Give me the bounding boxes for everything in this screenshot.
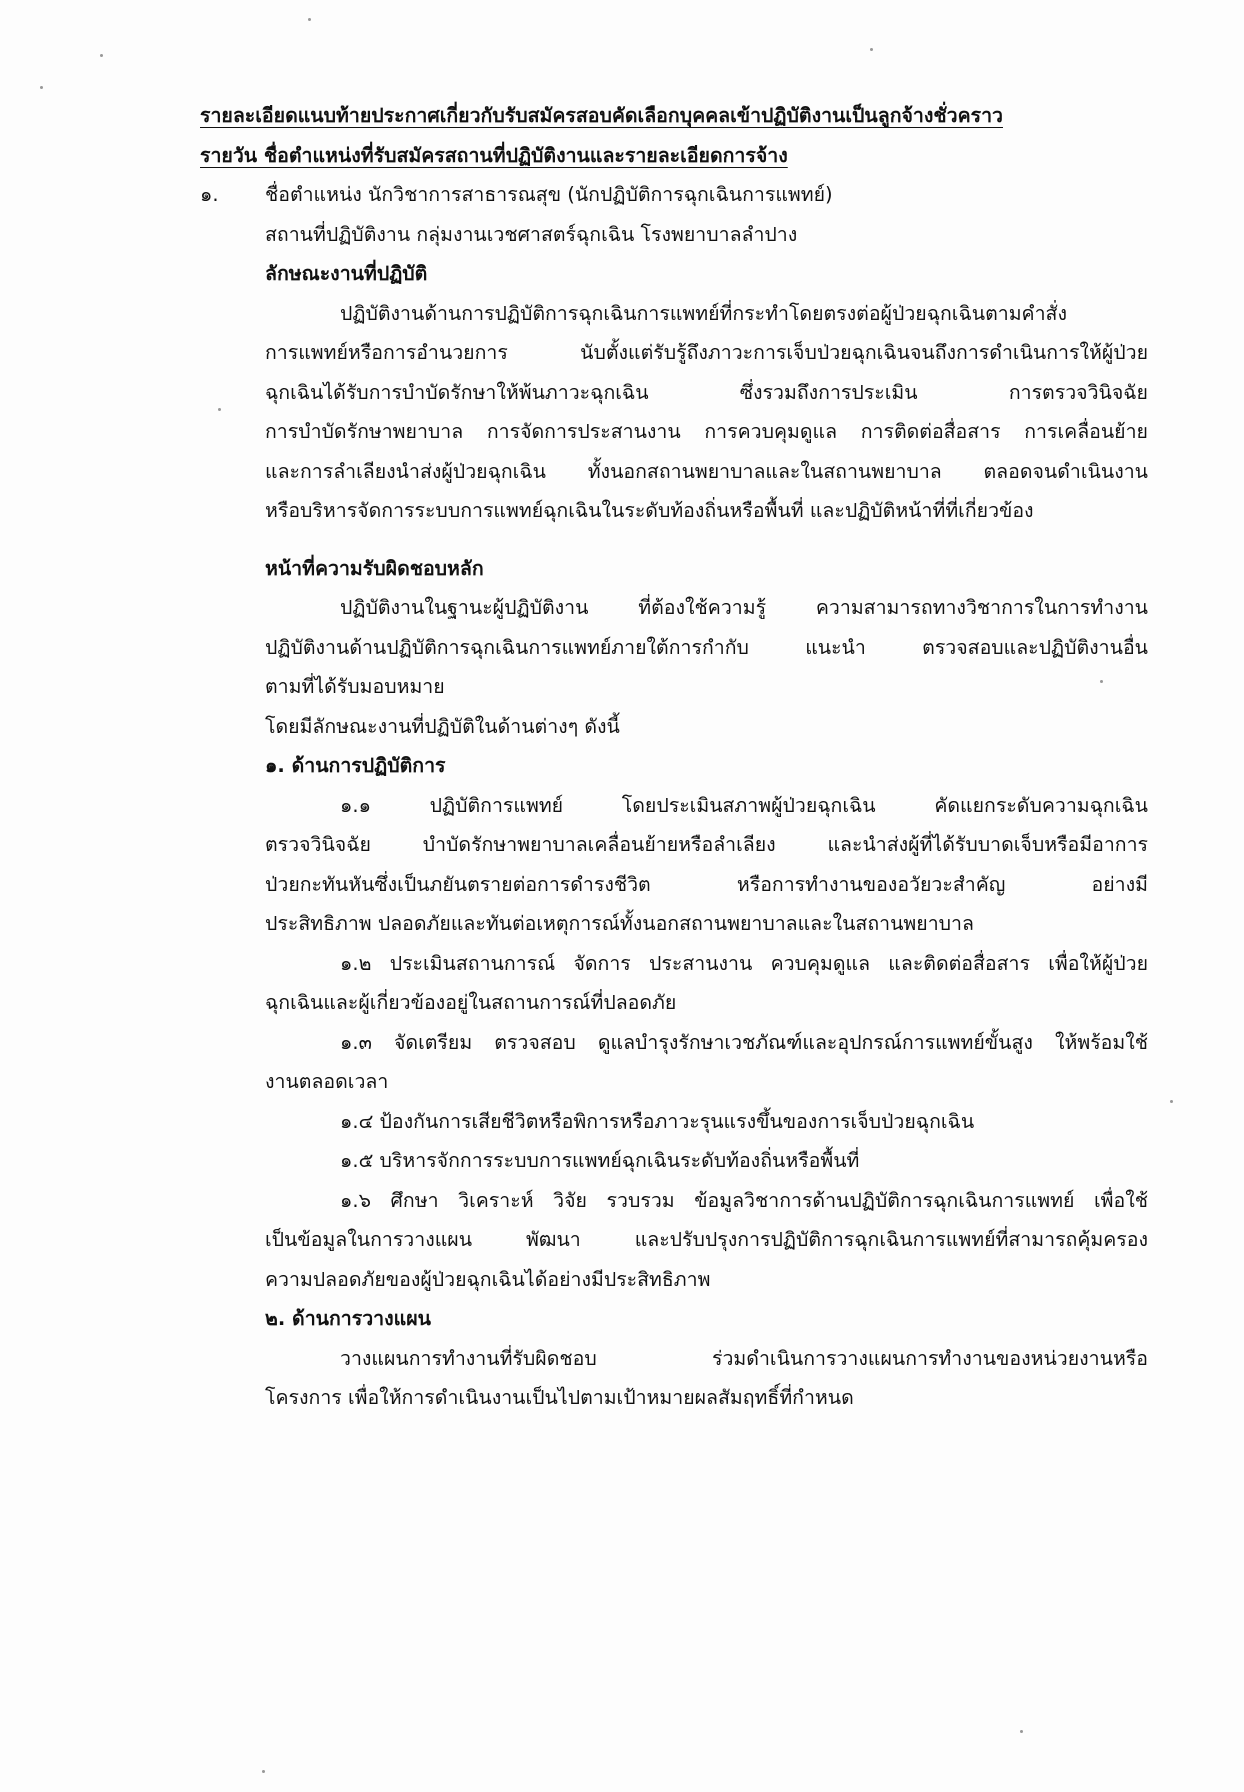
paragraph-line: ฉุกเฉินได้รับการบำบัดรักษาให้พ้นภาวะฉุกเฉิน ซึ่งรวมถึงการประเมิน การตรวจวินิจฉัย xyxy=(265,380,1148,404)
nature-heading: ลักษณะงานที่ปฏิบัติ xyxy=(265,262,428,285)
operations-item-1-1 xyxy=(265,786,1148,944)
position-item xyxy=(200,175,1148,215)
paragraph-line: โดยมีลักษณะงานที่ปฏิบัติในด้านต่างๆ ดังนี้ xyxy=(265,714,620,738)
paragraph-line: วางแผนการทำงานที่รับผิดชอบ ร่วมดำเนินการวางแผนการทำงานของหน่วยงานหรือ xyxy=(340,1346,1148,1370)
scan-speck xyxy=(308,18,311,21)
paragraph-line: การบำบัดรักษาพยาบาล การจัดการประสานงาน การควบคุมดูแล การติดต่อสื่อสาร การเคลื่อนย้าย xyxy=(265,420,1148,443)
duties-paragraph xyxy=(265,588,1148,746)
paragraph-line: ความปลอดภัยของผู้ป่วยฉุกเฉินได้อย่างมีประสิทธิภาพ xyxy=(265,1267,711,1291)
paragraph-line: ปฏิบัติงานด้านการปฏิบัติการฉุกเฉินการแพทย์ที่กระทำโดยตรงต่อผู้ป่วยฉุกเฉินตามคำสั่ง xyxy=(340,301,1067,325)
nature-paragraph xyxy=(265,294,1148,531)
document-title-line-1: รายละเอียดแนบท้ายประกาศเกี่ยวกับรับสมัครสอบคัดเลือกบุคคลเข้าปฏิบัติงานเป็นลูกจ้างชั่วคราว xyxy=(200,104,1003,127)
scan-speck xyxy=(262,1770,265,1773)
paragraph-line: ปฏิบัติงานด้านปฏิบัติการฉุกเฉินการแพทย์ภายใต้การกำกับ แนะนำ ตรวจสอบและปฏิบัติงานอื่น xyxy=(265,635,1148,659)
paragraph-line: ฉุกเฉินและผู้เกี่ยวข้องอยู่ในสถานการณ์ที่ปลอดภัย xyxy=(265,991,677,1014)
planning-heading: ๒. ด้านการวางแผน xyxy=(265,1307,431,1330)
operations-heading: ๑. ด้านการปฏิบัติการ xyxy=(265,754,446,777)
paragraph-line: เป็นข้อมูลในการวางแผน พัฒนา และปรับปรุงการปฏิบัติการฉุกเฉินการแพทย์ที่สามารถคุ้มครอง xyxy=(265,1228,1148,1251)
document-body xyxy=(200,96,1148,1418)
paragraph-line: หรือบริหารจัดการระบบการแพทย์ฉุกเฉินในระดับท้องถิ่นหรือพื้นที่ และปฏิบัติหน้าที่ที่เกี่ยวข้อง xyxy=(265,499,1034,522)
document-title-line-2: รายวัน ชื่อตำแหน่งที่รับสมัครสถานที่ปฏิบัติงานและรายละเอียดการจ้าง xyxy=(200,143,788,167)
item-number: ๑. xyxy=(200,183,219,206)
scan-speck xyxy=(870,48,873,51)
item-details xyxy=(200,215,1148,1418)
operations-item-1-6 xyxy=(265,1181,1148,1300)
paragraph-line: ๑.๑ ปฏิบัติการแพทย์ โดยประเมินสภาพผู้ป่วยฉุกเฉิน คัดแยกระดับความฉุกเฉิน xyxy=(340,793,1148,817)
paragraph-line: ตรวจวินิจฉัย บำบัดรักษาพยาบาลเคลื่อนย้ายหรือลำเลียง และนำส่งผู้ที่ได้รับบาดเจ็บหรือมีอาการ xyxy=(265,833,1148,856)
paragraph-line: ๑.๖ ศึกษา วิเคราะห์ วิจัย รวบรวม ข้อมูลวิชาการด้านปฏิบัติการฉุกเฉินการแพทย์ เพื่อใช้ xyxy=(340,1188,1148,1212)
paragraph-line: ๑.๒ ประเมินสถานการณ์ จัดการ ประสานงาน ควบคุมดูแล และติดต่อสื่อสาร เพื่อให้ผู้ป่วย xyxy=(340,951,1148,975)
position-name: ชื่อตำแหน่ง นักวิชาการสาธารณสุข (นักปฏิบัติการฉุกเฉินการแพทย์) xyxy=(265,183,833,206)
paragraph-line: และการลำเลียงนำส่งผู้ป่วยฉุกเฉิน ทั้งนอกสถานพยาบาลและในสถานพยาบาล ตลอดจนดำเนินงาน xyxy=(265,459,1148,483)
planning-paragraph xyxy=(265,1339,1148,1418)
paragraph-line: งานตลอดเวลา xyxy=(265,1070,389,1093)
operations-item-1-2 xyxy=(265,944,1148,1023)
operations-item-1-3 xyxy=(265,1023,1148,1102)
paragraph-line: โครงการ เพื่อให้การดำเนินงานเป็นไปตามเป้าหมายผลสัมฤทธิ์ที่กำหนด xyxy=(265,1386,854,1409)
paragraph-line: ๑.๓ จัดเตรียม ตรวจสอบ ดูแลบำรุงรักษาเวชภัณฑ์และอุปกรณ์การแพทย์ขั้นสูง ให้พร้อมใช้ xyxy=(340,1030,1148,1054)
scan-speck xyxy=(1170,1100,1173,1103)
scan-speck xyxy=(100,54,103,57)
workplace: สถานที่ปฏิบัติงาน กลุ่มงานเวชศาสตร์ฉุกเฉิน โรงพยาบาลลำปาง xyxy=(265,222,798,246)
paragraph-line: ตามที่ได้รับมอบหมาย xyxy=(265,675,445,698)
operations-item-1-5: ๑.๕ บริหารจักการระบบการแพทย์ฉุกเฉินระดับท้องถิ่นหรือพื้นที่ xyxy=(340,1149,860,1172)
paragraph-line: ประสิทธิภาพ ปลอดภัยและทันต่อเหตุการณ์ทั้งนอกสถานพยาบาลและในสถานพยาบาล xyxy=(265,912,974,935)
duties-heading: หน้าที่ความรับผิดชอบหลัก xyxy=(265,556,484,580)
scan-speck xyxy=(40,86,43,89)
paragraph-line: ป่วยกะทันหันซึ่งเป็นภยันตรายต่อการดำรงชีวิต หรือการทำงานของอวัยวะสำคัญ อย่างมี xyxy=(265,872,1148,896)
operations-item-1-4: ๑.๔ ป้องกันการเสียชีวิตหรือพิการหรือภาวะรุนแรงขึ้นของการเจ็บป่วยฉุกเฉิน xyxy=(340,1109,975,1133)
scan-speck xyxy=(1020,1730,1023,1733)
paragraph-line: การแพทย์หรือการอำนวยการ นับตั้งแต่รับรู้ถึงภาวะการเจ็บป่วยฉุกเฉินจนถึงการดำเนินการให้ผู้ป่วย xyxy=(265,341,1148,364)
paragraph-line: ปฏิบัติงานในฐานะผู้ปฏิบัติงาน ที่ต้องใช้ความรู้ ความสามารถทางวิชาการในการทำงาน xyxy=(340,596,1148,619)
